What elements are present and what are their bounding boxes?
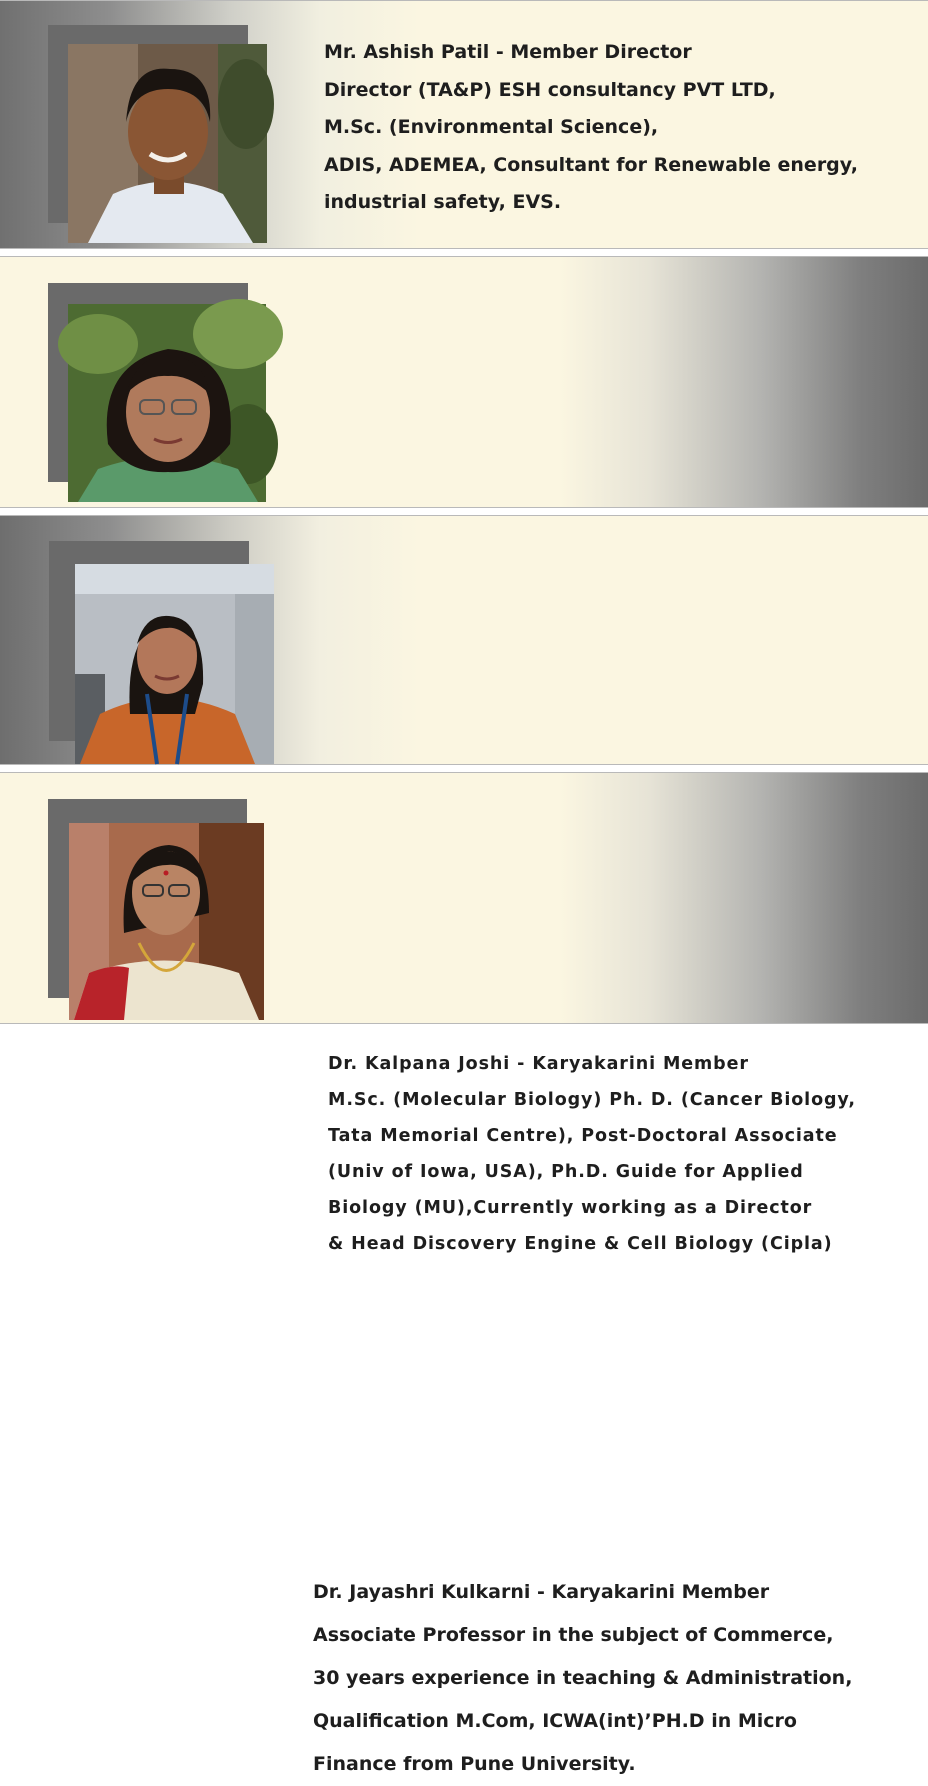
member-card-kavita-walavalkar <box>0 256 928 508</box>
member-card-kalpana-joshi <box>0 515 928 1254</box>
member-detail-line: Biology (MU),Currently working as a Director <box>328 1198 813 1218</box>
member-description <box>313 1571 852 1786</box>
member-detail-line: (Univ of Iowa, USA), Ph.D. Guide for Applied <box>328 1162 804 1182</box>
member-detail-line: & Head Discovery Engine & Cell Biology (Cipla) <box>328 1234 833 1254</box>
member-detail-line: ADIS, ADEMEA, Consultant for Renewable energy, <box>324 153 858 176</box>
member-photo <box>68 304 266 502</box>
member-detail-line: M.Sc. (Molecular Biology) Ph. D. (Cancer Biology, <box>328 1090 856 1110</box>
member-detail-line: Finance from Pune University. <box>313 1753 636 1775</box>
member-detail-line: Associate Professor in the subject of Commerce, <box>313 1624 834 1646</box>
member-photo <box>75 564 274 764</box>
member-description <box>324 34 858 222</box>
member-card-ashish-patil <box>0 0 928 249</box>
member-detail-line: Qualification M.Com, ICWA(int)’PH.D in Micro <box>313 1710 797 1732</box>
member-detail-line: Tata Memorial Centre), Post-Doctoral Associate <box>328 1126 838 1146</box>
member-photo <box>69 823 264 1020</box>
member-name-title: Dr. Jayashri Kulkarni - Karyakarini Member <box>313 1581 770 1603</box>
member-detail-line: Director (TA&P) ESH consultancy PVT LTD, <box>324 78 776 101</box>
member-name-title: Mr. Ashish Patil - Member Director <box>324 41 692 63</box>
member-detail-line: industrial safety, EVS. <box>324 191 562 213</box>
member-name-title: Dr. Kalpana Joshi - Karyakarini Member <box>328 1054 749 1074</box>
member-detail-line: 30 years experience in teaching & Administration, <box>313 1667 853 1689</box>
member-description <box>328 1046 856 1262</box>
member-photo <box>68 44 267 243</box>
member-detail-line: M.Sc. (Environmental Science), <box>324 116 659 138</box>
